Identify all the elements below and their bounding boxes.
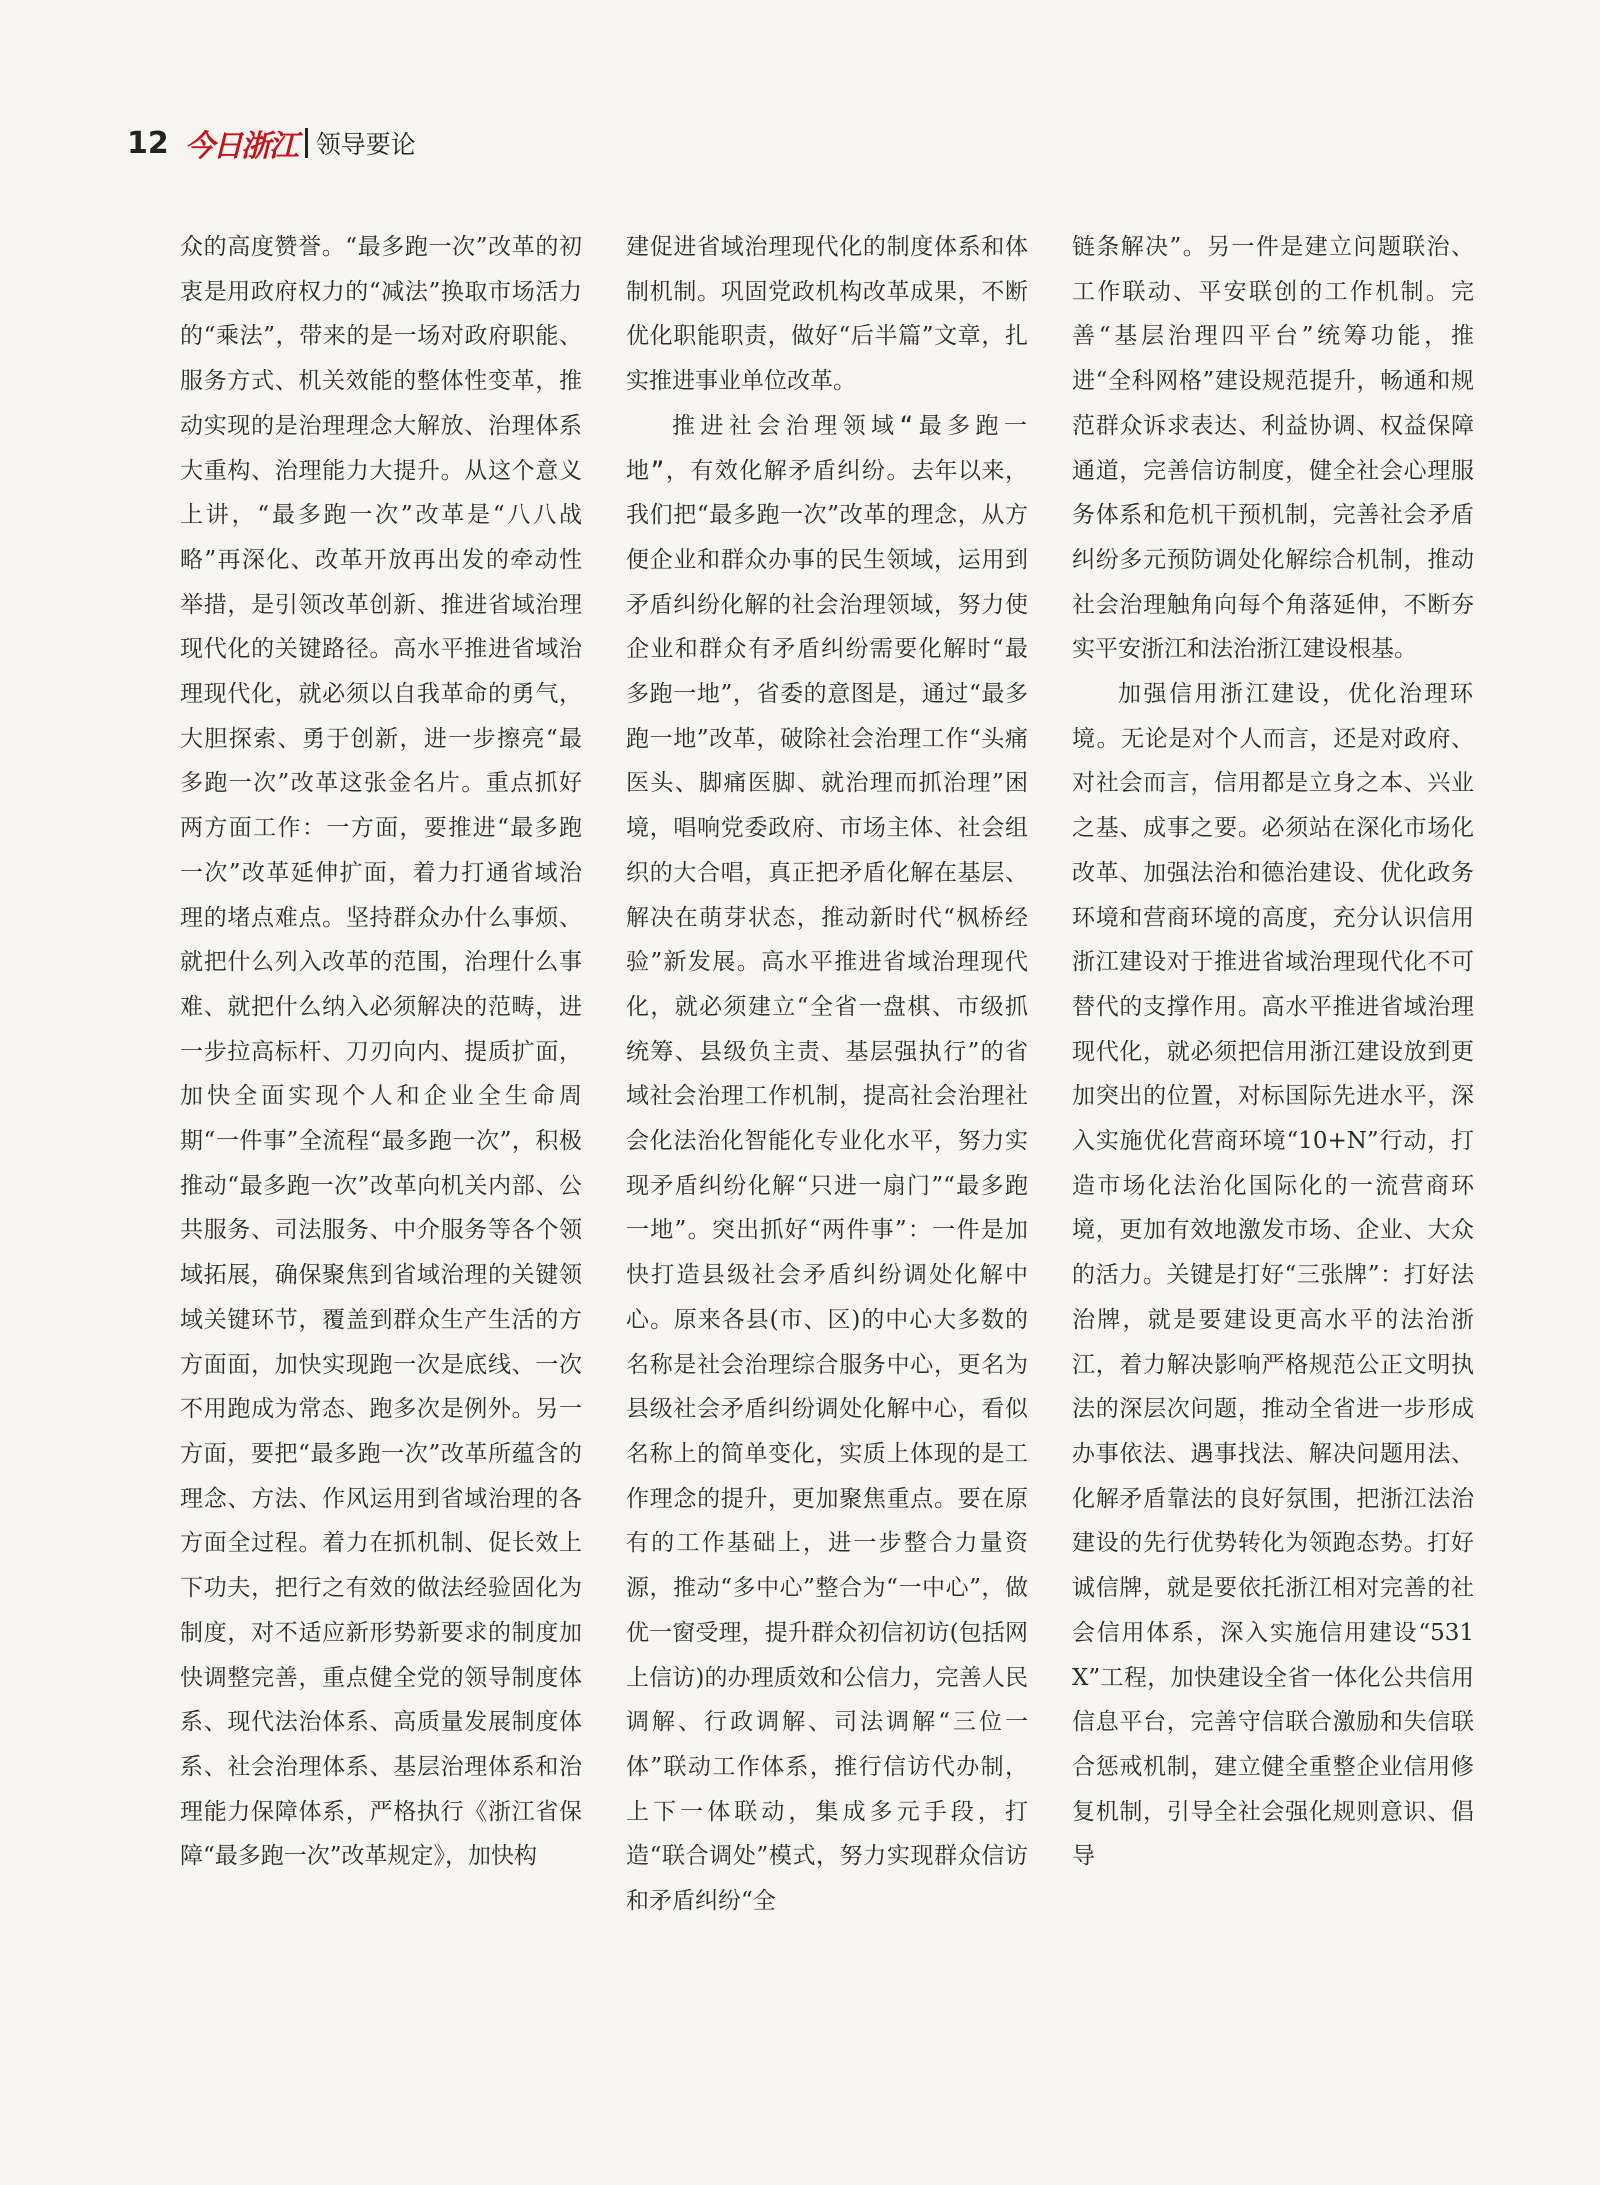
paragraph — [1072, 672, 1474, 1879]
page-number: 12 — [127, 125, 169, 161]
text-column-2 — [626, 225, 1028, 1924]
magazine-logo: 今日浙江 — [184, 129, 297, 164]
header-divider — [305, 128, 308, 158]
paragraph-text: 建促进省域治理现代化的制度体系和体制机制。巩固党政机构改革成果，不断优化职能职责，做好“后半篇”文章，扎实推进事业单位改革。 — [626, 234, 1028, 395]
paragraph — [180, 225, 582, 1879]
paragraph — [1072, 225, 1474, 672]
page-header — [127, 122, 416, 164]
paragraph-text: 去年以来，我们把“最多跑一次”改革的理念，从方便企业和群众办事的民生领域，运用到矛盾纠纷化解的社会治理领域，努力使企业和群众有矛盾纠纷需要化解时“最多跑一地”，省委的意图是，通过“最多跑一地”改革，破除社会治理工作“头痛医头、脚痛医脚、就治理而抓治理”困境，唱响党委政府、市场主体、社会组织的大合唱，真正把矛盾化解在基层、解决在萌芽状态，推动新时代“枫桥经验”新发展。高水平推进省域治理现代化，就必须建立“全省一盘棋、市级抓统筹、县级负主责、基层强执行”的省域社会治理工作机制，提高社会治理社会化法治化智能化专业化水平，努力实现矛盾纠纷化解“只进一扇门”“最多跑一地”。突出抓好“两件事”：一件是加快打造县级社会矛盾纠纷调处化解中心。原来各县(市、区)的中心大多数的名称是社会治理综合服务中心，更名为县级社会矛盾纠纷调处化解中心，看似名称上的简单变化，实质上体现的是工作理念的提升，更加聚焦重点。要在原有的工作基础上，进一步整合力量资源，推动“多中心”整合为“一中心”，做优一窗受理，提升群众初信初访(包括网上信访)的办理质效和公信力，完善人民调解、行政调解、司法调解“三位一体”联动工作体系，推行信访代办制，上下一体联动，集成多元手段，打造“联合调处”模式，努力实现群众信访和矛盾纠纷“全 — [626, 457, 1028, 1915]
paragraph — [626, 404, 1028, 1924]
paragraph-lead: 推进社会治理领域“最多跑一地”，有效化解矛盾纠纷。 — [626, 412, 1028, 484]
section-title: 领导要论 — [315, 130, 416, 159]
paragraph-lead: 加强信用浙江建设，优化治理环境。 — [1072, 681, 1474, 752]
article-body — [0, 225, 1600, 2025]
paragraph — [626, 225, 1028, 404]
paragraph-text: 链条解决”。另一件是建立问题联治、工作联动、平安联创的工作机制。完善“基层治理四平台”统筹功能，推进“全科网格”建设规范提升，畅通和规范群众诉求表达、利益协调、权益保障通道，完善信访制度，健全社会心理服务体系和危机干预机制，完善社会矛盾纠纷多元预防调处化解综合机制，推动社会治理触角向每个角落延伸，不断夯实平安浙江和法治浙江建设根基。 — [1072, 234, 1474, 663]
text-column-1 — [180, 225, 582, 1879]
paragraph-text: 众的高度赞誉。“最多跑一次”改革的初衷是用政府权力的“减法”换取市场活力的“乘法”，带来的是一场对政府职能、服务方式、机关效能的整体性变革，推动实现的是治理理念大解放、治理体系大重构、治理能力大提升。从这个意义上讲，“最多跑一次”改革是“八八战略”再深化、改革开放再出发的牵动性举措，是引领改革创新、推进省域治理现代化的关键路径。高水平推进省域治理现代化，就必须以自我革命的勇气，大胆探索、勇于创新，进一步擦亮“最多跑一次”改革这张金名片。重点抓好两方面工作：一方面，要推进“最多跑一次”改革延伸扩面，着力打通省域治理的堵点难点。坚持群众办什么事烦、就把什么列入改革的范围，治理什么事难、就把什么纳入必须解决的范畴，进一步拉高标杆、刀刃向内、提质扩面，加快全面实现个人和企业全生命周期“一件事”全流程“最多跑一次”，积极推动“最多跑一次”改革向机关内部、公共服务、司法服务、中介服务等各个领域拓展，确保聚焦到省域治理的关键领域关键环节，覆盖到群众生产生活的方方面面，加快实现跑一次是底线、一次不用跑成为常态、跑多次是例外。另一方面，要把“最多跑一次”改革所蕴含的理念、方法、作风运用到省域治理的各方面全过程。着力在抓机制、促长效上下功夫，把行之有效的做法经验固化为制度，对不适应新形势新要求的制度加快调整完善，重点健全党的领导制度体系、现代法治体系、高质量发展制度体系、社会治理体系、基层治理体系和治理能力保障体系，严格执行《浙江省保障“最多跑一次”改革规定》，加快构 — [180, 234, 582, 1870]
paragraph-text: 无论是对个人而言，还是对政府、对社会而言，信用都是立身之本、兴业之基、成事之要。必须站在深化市场化改革、加强法治和德治建设、优化政务环境和营商环境的高度，充分认识信用浙江建设对于推进省域治理现代化不可替代的支撑作用。高水平推进省域治理现代化，就必须把信用浙江建设放到更加突出的位置，对标国际先进水平，深入实施优化营商环境“10+N”行动，打造市场化法治化国际化的一流营商环境，更加有效地激发市场、企业、大众的活力。关键是打好“三张牌”：打好法治牌，就是要建设更高水平的法治浙江，着力解决影响严格规范公正文明执法的深层次问题，推动全省进一步形成办事依法、遇事找法、解决问题用法、化解矛盾靠法的良好氛围，把浙江法治建设的先行优势转化为领跑态势。打好诚信牌，就是要依托浙江相对完善的社会信用体系，深入实施信用建设“531X”工程，加快建设全省一体化公共信用信息平台，完善守信联合激励和失信联合惩戒机制，建立健全重整企业信用修复机制，引导全社会强化规则意识、倡导 — [1072, 725, 1474, 1870]
text-column-3 — [1072, 225, 1474, 1879]
